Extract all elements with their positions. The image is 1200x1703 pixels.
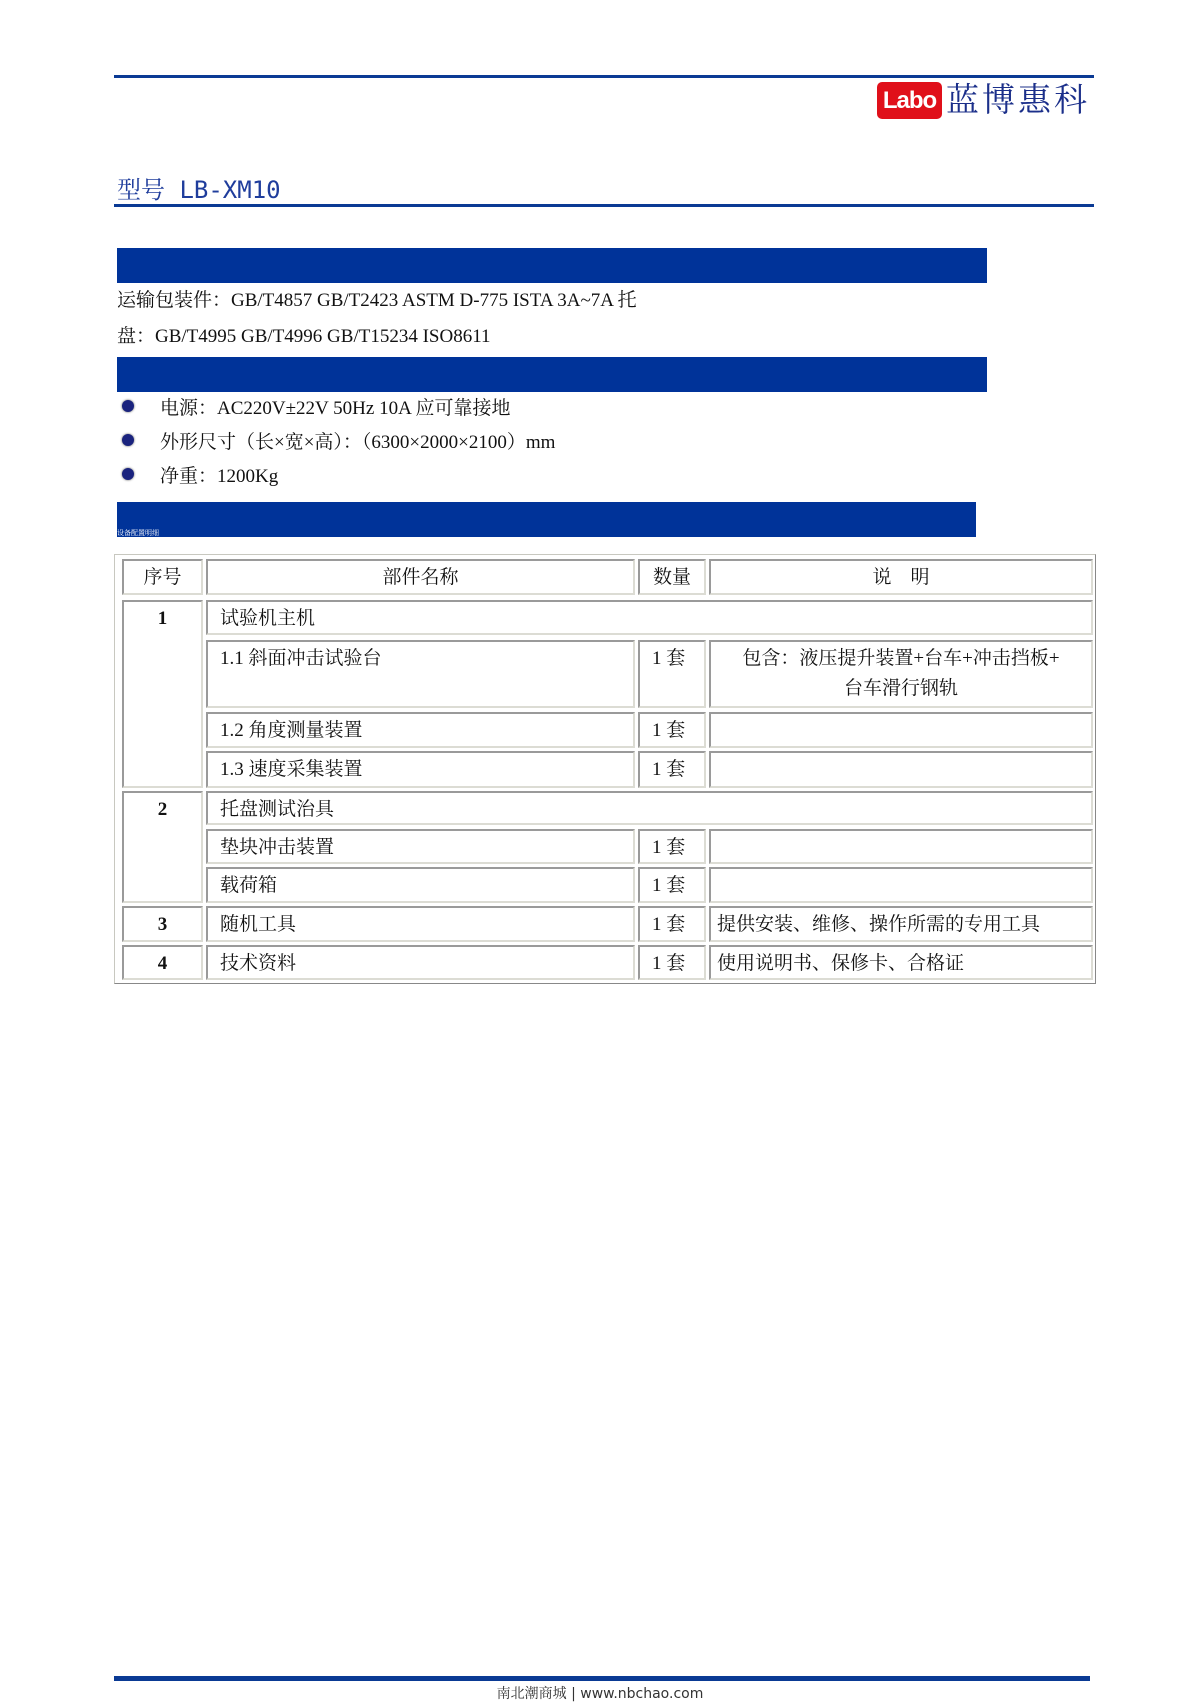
th-desc: 说 明 <box>709 559 1093 595</box>
part-name: 1.3 速度采集装置 <box>206 751 635 788</box>
part-qty: 1 套 <box>638 906 706 942</box>
part-name: 1.1 斜面冲击试验台 <box>206 640 635 708</box>
group-title-1: 试验机主机 <box>206 600 1093 635</box>
section-bar-specs <box>117 357 987 392</box>
footer-rule <box>114 1676 1090 1681</box>
row-no-3: 3 <box>122 906 203 942</box>
part-qty: 1 套 <box>638 945 706 980</box>
part-desc: 提供安装、维修、操作所需的专用工具 <box>709 906 1093 942</box>
spec-power: 电源：AC220V±22V 50Hz 10A 应可靠接地 <box>160 398 511 419</box>
bullet-icon <box>122 468 134 480</box>
config-label: 设备配置明细 <box>117 529 159 537</box>
row-no-4: 4 <box>122 945 203 980</box>
row-no-1: 1 <box>122 600 203 788</box>
spec-dimensions: 外形尺寸（长×宽×高）：（6300×2000×2100）mm <box>160 432 556 453</box>
part-qty: 1 套 <box>638 867 706 903</box>
bullet-icon <box>122 434 134 446</box>
part-desc <box>709 829 1093 864</box>
title-rule <box>114 204 1094 207</box>
standards-line-1: 运输包装件：GB/T4857 GB/T2423 ASTM D-775 ISTA 3A~7A 托 <box>117 290 637 311</box>
part-desc <box>709 867 1093 903</box>
part-name: 载荷箱 <box>206 867 635 903</box>
th-qty: 数量 <box>638 559 706 595</box>
th-no: 序号 <box>122 559 203 595</box>
part-name: 垫块冲击装置 <box>206 829 635 864</box>
part-desc-line-2: 台车滑行钢轨 <box>843 678 958 699</box>
logo-chinese: 蓝博惠科 <box>946 80 1090 119</box>
spec-weight: 净重：1200Kg <box>160 466 279 487</box>
part-name: 技术资料 <box>206 945 635 980</box>
part-desc-line-1: 包含：液压提升装置+台车+冲击挡板+ <box>742 648 1060 669</box>
part-desc <box>709 640 1093 708</box>
part-qty: 1 套 <box>638 751 706 788</box>
part-desc <box>709 751 1093 788</box>
footer-text: 南北潮商城 | www.nbchao.com <box>496 1686 704 1702</box>
logo-latin: Labo <box>877 82 942 119</box>
part-name: 随机工具 <box>206 906 635 942</box>
section-bar-standards <box>117 248 987 283</box>
part-desc: 使用说明书、保修卡、合格证 <box>709 945 1093 980</box>
part-desc <box>709 712 1093 748</box>
group-title-2: 托盘测试治具 <box>206 791 1093 825</box>
part-qty: 1 套 <box>638 829 706 864</box>
th-part: 部件名称 <box>206 559 635 595</box>
part-qty: 1 套 <box>638 712 706 748</box>
row-no-2: 2 <box>122 791 203 903</box>
model-title: 型号 LB-XM10 <box>117 176 281 204</box>
standards-line-2: 盘：GB/T4995 GB/T4996 GB/T15234 ISO8611 <box>117 326 491 347</box>
part-qty: 1 套 <box>638 640 706 708</box>
bullet-icon <box>122 400 134 412</box>
section-bar-config <box>117 502 976 537</box>
part-name: 1.2 角度测量装置 <box>206 712 635 748</box>
